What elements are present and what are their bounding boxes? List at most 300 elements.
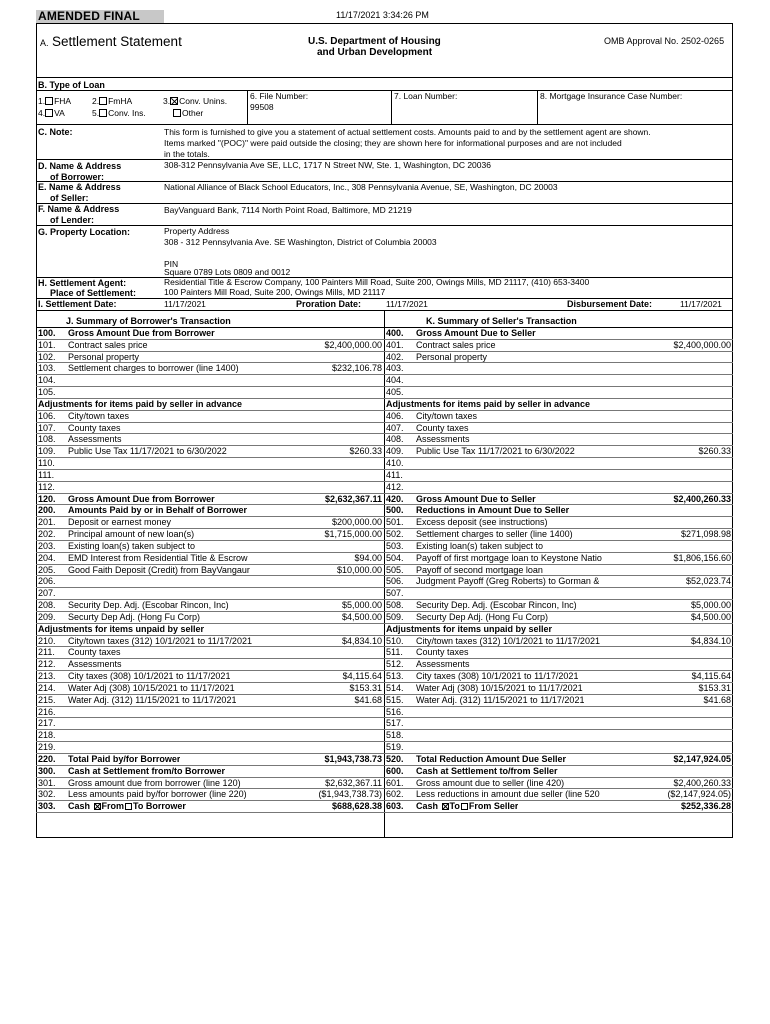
line-number: 207. [38, 588, 56, 599]
line-amount: $4,500.00 [690, 611, 731, 622]
property-line-3: PIN [164, 259, 179, 269]
line-number: 406. [386, 410, 404, 421]
line-number: 103. [38, 363, 56, 374]
line-number: 603. [386, 801, 404, 812]
line-description: Settlement charges to seller (line 1400) [416, 529, 573, 540]
line-number: 216. [38, 706, 56, 717]
line-number: 204. [38, 552, 56, 563]
subheader-label: Adjustments for items unpaid by seller [386, 623, 553, 634]
line-number: 217. [38, 718, 56, 729]
summary-line-row [384, 445, 733, 457]
line-number: 101. [38, 339, 56, 350]
line-number: 511. [386, 647, 403, 658]
line-number: 213. [38, 671, 56, 682]
summary-line-row [384, 469, 733, 481]
line-number: 515. [386, 694, 404, 705]
note-line-1: This form is furnished to give you a statement of actual settlement costs. Amounts paid to and by the settlement agent are shown. [164, 127, 651, 137]
line-description: Personal property [68, 351, 140, 362]
line-amount: $153.31 [349, 682, 382, 693]
line-number: 120. [38, 493, 56, 504]
line-description: Gross amount due to seller (line 420) [416, 777, 565, 788]
summary-heading-row [384, 327, 733, 339]
line-amount: $5,000.00 [690, 600, 731, 611]
place-of-settlement-label: Place of Settlement: [50, 288, 137, 298]
line-number: 300. [38, 765, 56, 776]
line-amount: $4,500.00 [341, 611, 382, 622]
checkbox-icon[interactable] [173, 109, 181, 117]
line-description: Assessments [68, 434, 122, 445]
line-description: Cash To From Seller [416, 801, 519, 812]
line-amount: $153.31 [698, 682, 731, 693]
line-number: 410. [386, 458, 404, 469]
line-number: 503. [386, 540, 404, 551]
summary-heading-row [36, 800, 384, 812]
summary-heading-row [384, 753, 733, 765]
summary-line-row [384, 386, 733, 398]
line-description: County taxes [68, 422, 121, 433]
property-line-2: 308 - 312 Pennsylvania Ave. SE Washington, District of Columbia 20003 [164, 237, 437, 247]
summary-line-row [384, 362, 733, 374]
summary-line-row [384, 351, 733, 363]
line-number: 303. [38, 801, 56, 812]
line-number: 201. [38, 517, 56, 528]
line-amount: ($2,147,924.05) [667, 789, 731, 800]
line-number: 420. [386, 493, 404, 504]
property-label: G. Property Location: [38, 227, 131, 237]
summary-heading-row [36, 327, 384, 339]
line-description: Security Dep. Adj. (Escobar Rincon, Inc) [416, 600, 577, 611]
line-amount: $2,632,367.11 [324, 493, 382, 504]
line-description: Settlement charges to borrower (line 1400) [68, 363, 239, 374]
disbursement-date: 11/17/2021 [680, 299, 722, 309]
line-description: Less reductions in amount due seller (line 520 [416, 789, 600, 800]
line-number: 520. [386, 753, 404, 764]
summary-line-row [36, 374, 384, 386]
line-number: 106. [38, 410, 56, 421]
line-description: Public Use Tax 11/17/2021 to 6/30/2022 [68, 446, 227, 457]
section-a-label: A. [40, 38, 49, 48]
summary-line-row [36, 386, 384, 398]
line-amount: $688,628.38 [331, 801, 382, 812]
summary-heading-row [36, 753, 384, 765]
line-number: 220. [38, 753, 56, 764]
section-b-label: B. Type of Loan [38, 80, 105, 90]
summary-line-row [36, 682, 384, 694]
line-amount: $41.68 [703, 694, 731, 705]
line-description: Securty Dep Adj. (Hong Fu Corp) [416, 611, 549, 622]
summary-line-row [36, 729, 384, 741]
line-number: 218. [38, 730, 56, 741]
summary-line-row [384, 741, 733, 753]
line-number: 212. [38, 659, 56, 670]
summary-line-row [36, 564, 384, 576]
line-number: 401. [386, 339, 404, 350]
file-number: 99508 [250, 102, 274, 112]
line-amount: $1,943,738.73 [324, 753, 382, 764]
loan-type-conv-ins[interactable]: 5. Conv. Ins. [92, 108, 146, 118]
line-number: 219. [38, 742, 56, 753]
line-amount: $4,834.10 [690, 635, 731, 646]
summary-line-row [384, 575, 733, 587]
summary-line-row [36, 351, 384, 363]
summary-line-row [36, 777, 384, 789]
summary-line-row [36, 362, 384, 374]
summary-line-row [36, 422, 384, 434]
summary-line-row [384, 635, 733, 647]
line-number: 301. [38, 777, 56, 788]
line-amount: $260.33 [349, 446, 382, 457]
line-number: 402. [386, 351, 404, 362]
line-number: 412. [386, 481, 404, 492]
line-description: City taxes (308) 10/1/2021 to 11/17/2021 [68, 671, 231, 682]
line-number: 110. [38, 458, 55, 469]
line-number: 506. [386, 576, 404, 587]
line-amount: $1,806,156.60 [673, 552, 731, 563]
line-amount: ($1,943,738.73) [318, 789, 382, 800]
line-description: Cash at Settlement from/to Borrower [68, 765, 226, 776]
checked-checkbox-icon[interactable] [170, 97, 178, 105]
line-number: 502. [386, 529, 404, 540]
summary-line-row [36, 717, 384, 729]
line-description: City/town taxes [68, 410, 130, 421]
seller-name-address: National Alliance of Black School Educators, Inc., 308 Pennsylvania Avenue, SE, Washington, DC 20003 [164, 182, 558, 192]
note-line-3: in the totals. [164, 149, 210, 159]
summary-line-row [384, 410, 733, 422]
line-description: Existing loan(s) taken subject to [416, 540, 544, 551]
checkbox-icon[interactable] [461, 803, 468, 810]
line-description: City/town taxes (312) 10/1/2021 to 11/17/2021 [68, 635, 252, 646]
line-number: 514. [386, 682, 404, 693]
line-description: Gross Amount Due from Borrower [68, 493, 215, 504]
summary-line-row [36, 469, 384, 481]
row-divider [36, 812, 384, 813]
settlement-date-label: I. Settlement Date: [38, 299, 117, 309]
note-line-2: Items marked "(POC)" were paid outside the closing; they are shown here for informational purposes and are not included [164, 138, 622, 148]
dept-line-1: U.S. Department of Housing [308, 36, 441, 47]
line-number: 208. [38, 600, 56, 611]
line-description: Less amounts paid by/for borrower (line 220) [68, 789, 247, 800]
line-number: 508. [386, 600, 404, 611]
proration-date-label: Proration Date: [296, 299, 362, 309]
line-number: 205. [38, 564, 56, 575]
summary-heading-row [36, 493, 384, 505]
loan-type-va[interactable]: 4. VA [38, 108, 65, 118]
summary-line-row [384, 374, 733, 386]
summary-line-row [384, 481, 733, 493]
summary-line-row [36, 457, 384, 469]
line-number: 513. [386, 671, 404, 682]
omb-approval: OMB Approval No. 2502-0265 [604, 36, 725, 46]
line-amount: $2,632,367.11 [325, 777, 382, 788]
proration-date: 11/17/2021 [386, 299, 428, 309]
timestamp: 11/17/2021 3:34:26 PM [336, 10, 429, 20]
line-description: City/town taxes [416, 410, 478, 421]
summary-line-row [36, 516, 384, 528]
line-number: 111. [38, 469, 55, 480]
loan-type-conv-unins[interactable]: 3. Conv. Unins. [163, 96, 228, 106]
disbursement-date-label: Disbursement Date: [567, 299, 653, 309]
summary-line-row [384, 611, 733, 623]
divider [537, 90, 538, 124]
settlement-agent-label: H. Settlement Agent: [38, 278, 127, 288]
summary-line-row [36, 552, 384, 564]
checkbox-icon[interactable] [99, 109, 107, 117]
line-amount: $4,115.64 [691, 671, 731, 682]
section-subheader [36, 623, 384, 635]
line-amount: $4,834.10 [341, 635, 382, 646]
line-number: 518. [386, 730, 404, 741]
line-number: 214. [38, 682, 56, 693]
checkbox-icon[interactable] [45, 109, 53, 117]
line-number: 405. [386, 387, 404, 398]
line-amount: $252,336.28 [680, 801, 731, 812]
line-description: Existing loan(s) taken subject to [68, 540, 196, 551]
line-number: 404. [386, 375, 404, 386]
line-number: 602. [386, 789, 404, 800]
line-number: 507. [386, 588, 404, 599]
summary-line-row [384, 599, 733, 611]
checked-checkbox-icon[interactable] [442, 803, 449, 810]
summary-line-row [36, 788, 384, 800]
line-description: Assessments [416, 659, 470, 670]
divider [247, 90, 248, 124]
borrower-name-address: 308-312 Pennsylvania Ave SE, LLC, 1717 N Street NW, Ste. 1, Washington, DC 20036 [164, 160, 491, 170]
line-number: 407. [386, 422, 404, 433]
line-description: Gross amount due from borrower (line 120) [68, 777, 241, 788]
amended-final-label: AMENDED FINAL [38, 9, 140, 23]
line-number: 601. [386, 777, 404, 788]
line-description: Total Paid by/for Borrower [68, 753, 181, 764]
subheader-label: Adjustments for items unpaid by seller [38, 623, 205, 634]
line-number: 512. [386, 659, 404, 670]
line-amount: $200,000.00 [331, 517, 382, 528]
line-number: 108. [38, 434, 56, 445]
line-number: 102. [38, 351, 56, 362]
file-number-label: 6. File Number: [250, 91, 309, 101]
line-number: 302. [38, 789, 56, 800]
section-subheader [384, 623, 733, 635]
line-description: Security Dep. Adj. (Escobar Rincon, Inc) [68, 600, 229, 611]
line-number: 100. [38, 328, 56, 338]
summary-line-row [384, 457, 733, 469]
line-description: Payoff of second mortgage loan [416, 564, 543, 575]
summary-line-row [384, 670, 733, 682]
summary-line-row [384, 422, 733, 434]
subheader-label: Adjustments for items paid by seller in advance [38, 398, 243, 409]
line-description: Payoff of first mortgage loan to Keystone Natio [416, 552, 602, 563]
line-amount: $5,000.00 [341, 600, 382, 611]
line-number: 510. [386, 635, 404, 646]
line-amount: $10,000.00 [336, 564, 382, 575]
summary-line-row [384, 777, 733, 789]
divider [36, 225, 733, 226]
summary-line-row [36, 587, 384, 599]
summary-line-row [36, 694, 384, 706]
line-number: 411. [386, 469, 403, 480]
line-description: Water Adj (308) 10/15/2021 to 11/17/2021 [416, 682, 583, 693]
mortgage-insurance-label: 8. Mortgage Insurance Case Number: [540, 91, 683, 101]
summary-line-row [36, 658, 384, 670]
line-amount: $41.68 [354, 694, 382, 705]
line-description: EMD Interest from Residential Title & Escrow [68, 552, 248, 563]
line-number: 504. [386, 552, 404, 563]
lender-name-address: BayVanguard Bank, 7114 North Point Road, Baltimore, MD 21219 [164, 205, 412, 215]
line-number: 200. [38, 505, 56, 516]
summary-line-row [384, 528, 733, 540]
divider [391, 90, 392, 124]
line-amount: $271,098.98 [680, 529, 731, 540]
line-number: 211. [38, 647, 55, 658]
summary-line-row [36, 599, 384, 611]
loan-type-fha[interactable]: 1. FHA [38, 96, 72, 106]
seller-label: E. Name & Address of Seller: [38, 182, 121, 203]
line-description: Gross Amount Due to Seller [416, 493, 536, 504]
note-label: C. Note: [38, 127, 73, 137]
line-number: 210. [38, 635, 56, 646]
summary-line-row [36, 445, 384, 457]
line-number: 104. [38, 375, 56, 386]
line-description: Assessments [416, 434, 470, 445]
line-number: 107. [38, 422, 56, 433]
line-amount: $1,715,000.00 [324, 529, 382, 540]
divider [36, 203, 733, 204]
line-description: Excess deposit (see instructions) [416, 517, 548, 528]
summary-heading-row [384, 800, 733, 812]
line-number: 403. [386, 363, 404, 374]
checked-checkbox-icon[interactable] [94, 803, 101, 810]
line-number: 517. [386, 718, 404, 729]
summary-line-row [36, 646, 384, 658]
summary-heading-row [384, 765, 733, 777]
summary-line-row [36, 670, 384, 682]
summary-line-row [36, 635, 384, 647]
line-description: County taxes [68, 647, 121, 658]
line-description: County taxes [416, 422, 469, 433]
line-number: 400. [386, 328, 404, 338]
line-number: 109. [38, 446, 56, 457]
settlement-agent: Residential Title & Escrow Company, 100 Painters Mill Road, Suite 200, Owings Mills, MD 21117, (410) 653-3400 [164, 277, 590, 287]
line-number: 501. [386, 517, 404, 528]
loan-type-fmha[interactable]: 2. FmHA [92, 96, 133, 106]
line-amount: $2,147,924.05 [673, 753, 731, 764]
summary-heading-row [36, 765, 384, 777]
property-line-4: Square 0789 Lots 0809 and 0012 [164, 267, 291, 277]
summary-line-row [36, 433, 384, 445]
summary-line-row [384, 587, 733, 599]
summary-line-row [384, 717, 733, 729]
line-description: Water Adj. (312) 11/15/2021 to 11/17/2021 [68, 694, 237, 705]
summary-line-row [36, 410, 384, 422]
line-number: 408. [386, 434, 404, 445]
line-description: City taxes (308) 10/1/2021 to 11/17/2021 [416, 671, 579, 682]
line-amount: $260.33 [698, 446, 731, 457]
line-amount: $2,400,260.33 [673, 777, 731, 788]
line-amount: $52,023.74 [685, 576, 731, 587]
line-description: Personal property [416, 351, 488, 362]
line-number: 600. [386, 765, 404, 776]
summary-line-row [36, 575, 384, 587]
summary-line-row [384, 694, 733, 706]
summary-line-row [384, 788, 733, 800]
line-number: 509. [386, 611, 404, 622]
line-description: Deposit or earnest money [68, 517, 172, 528]
line-amount: $2,400,000.00 [324, 339, 382, 350]
line-description: Reductions in Amount Due to Seller [416, 505, 570, 516]
summary-line-row [384, 516, 733, 528]
summary-line-row [384, 706, 733, 718]
line-number: 215. [38, 694, 56, 705]
line-number: 500. [386, 505, 404, 516]
line-number: 112. [38, 481, 55, 492]
line-description: County taxes [416, 647, 469, 658]
line-number: 203. [38, 540, 56, 551]
loan-number-label: 7. Loan Number: [394, 91, 458, 101]
summary-line-row [36, 706, 384, 718]
section-j-title: J. Summary of Borrower's Transaction [66, 316, 231, 326]
line-description: Gross Amount Due to Seller [416, 328, 536, 338]
line-description: Contract sales price [416, 339, 496, 350]
line-description: Good Faith Deposit (Credit) from BayVangaur [68, 564, 250, 575]
line-amount: $2,400,000.00 [673, 339, 731, 350]
line-description: City/town taxes (312) 10/1/2021 to 11/17/2021 [416, 635, 600, 646]
loan-type-other[interactable]: Other [173, 108, 203, 119]
page-title: Settlement Statement [52, 34, 182, 49]
line-number: 202. [38, 529, 56, 540]
line-description: Principal amount of new loan(s) [68, 529, 195, 540]
summary-line-row [384, 540, 733, 552]
summary-line-row [384, 658, 733, 670]
line-description: Securty Dep Adj. (Hong Fu Corp) [68, 611, 201, 622]
line-number: 505. [386, 564, 404, 575]
line-amount: $2,400,260.33 [673, 493, 731, 504]
line-description: Gross Amount Due from Borrower [68, 328, 215, 338]
summary-heading-row [36, 504, 384, 516]
line-number: 409. [386, 446, 404, 457]
line-description: Water Adj. (312) 11/15/2021 to 11/17/2021 [416, 694, 585, 705]
line-description: Amounts Paid by or in Behalf of Borrower [68, 505, 248, 516]
row-divider [384, 812, 733, 813]
summary-line-row [36, 611, 384, 623]
line-number: 519. [386, 742, 404, 753]
section-subheader [384, 398, 733, 410]
summary-line-row [384, 339, 733, 351]
summary-heading-row [384, 504, 733, 516]
summary-line-row [36, 528, 384, 540]
summary-line-row [384, 682, 733, 694]
line-number: 209. [38, 611, 56, 622]
property-line-1: Property Address [164, 226, 230, 236]
checkbox-icon[interactable] [99, 97, 107, 105]
checkbox-icon[interactable] [125, 803, 132, 810]
line-description: Contract sales price [68, 339, 148, 350]
section-subheader [36, 398, 384, 410]
line-description: Assessments [68, 659, 122, 670]
line-number: 206. [38, 576, 56, 587]
checkbox-icon[interactable] [45, 97, 53, 105]
lender-label: F. Name & Address of Lender: [38, 204, 120, 225]
borrower-label: D. Name & Address of Borrower: [38, 161, 122, 182]
line-number: 516. [386, 706, 404, 717]
line-amount: $232,106.78 [331, 363, 382, 374]
summary-heading-row [384, 493, 733, 505]
place-of-settlement: 100 Painters Mill Road, Suite 200, Owings Mills, MD 21117 [164, 287, 386, 297]
summary-line-row [384, 552, 733, 564]
line-description: Judgment Payoff (Greg Roberts) to Gorman & [416, 576, 600, 587]
summary-line-row [36, 339, 384, 351]
dept-line-2: and Urban Development [317, 47, 433, 58]
summary-line-row [36, 540, 384, 552]
line-description: Water Adj (308) 10/15/2021 to 11/17/2021 [68, 682, 235, 693]
